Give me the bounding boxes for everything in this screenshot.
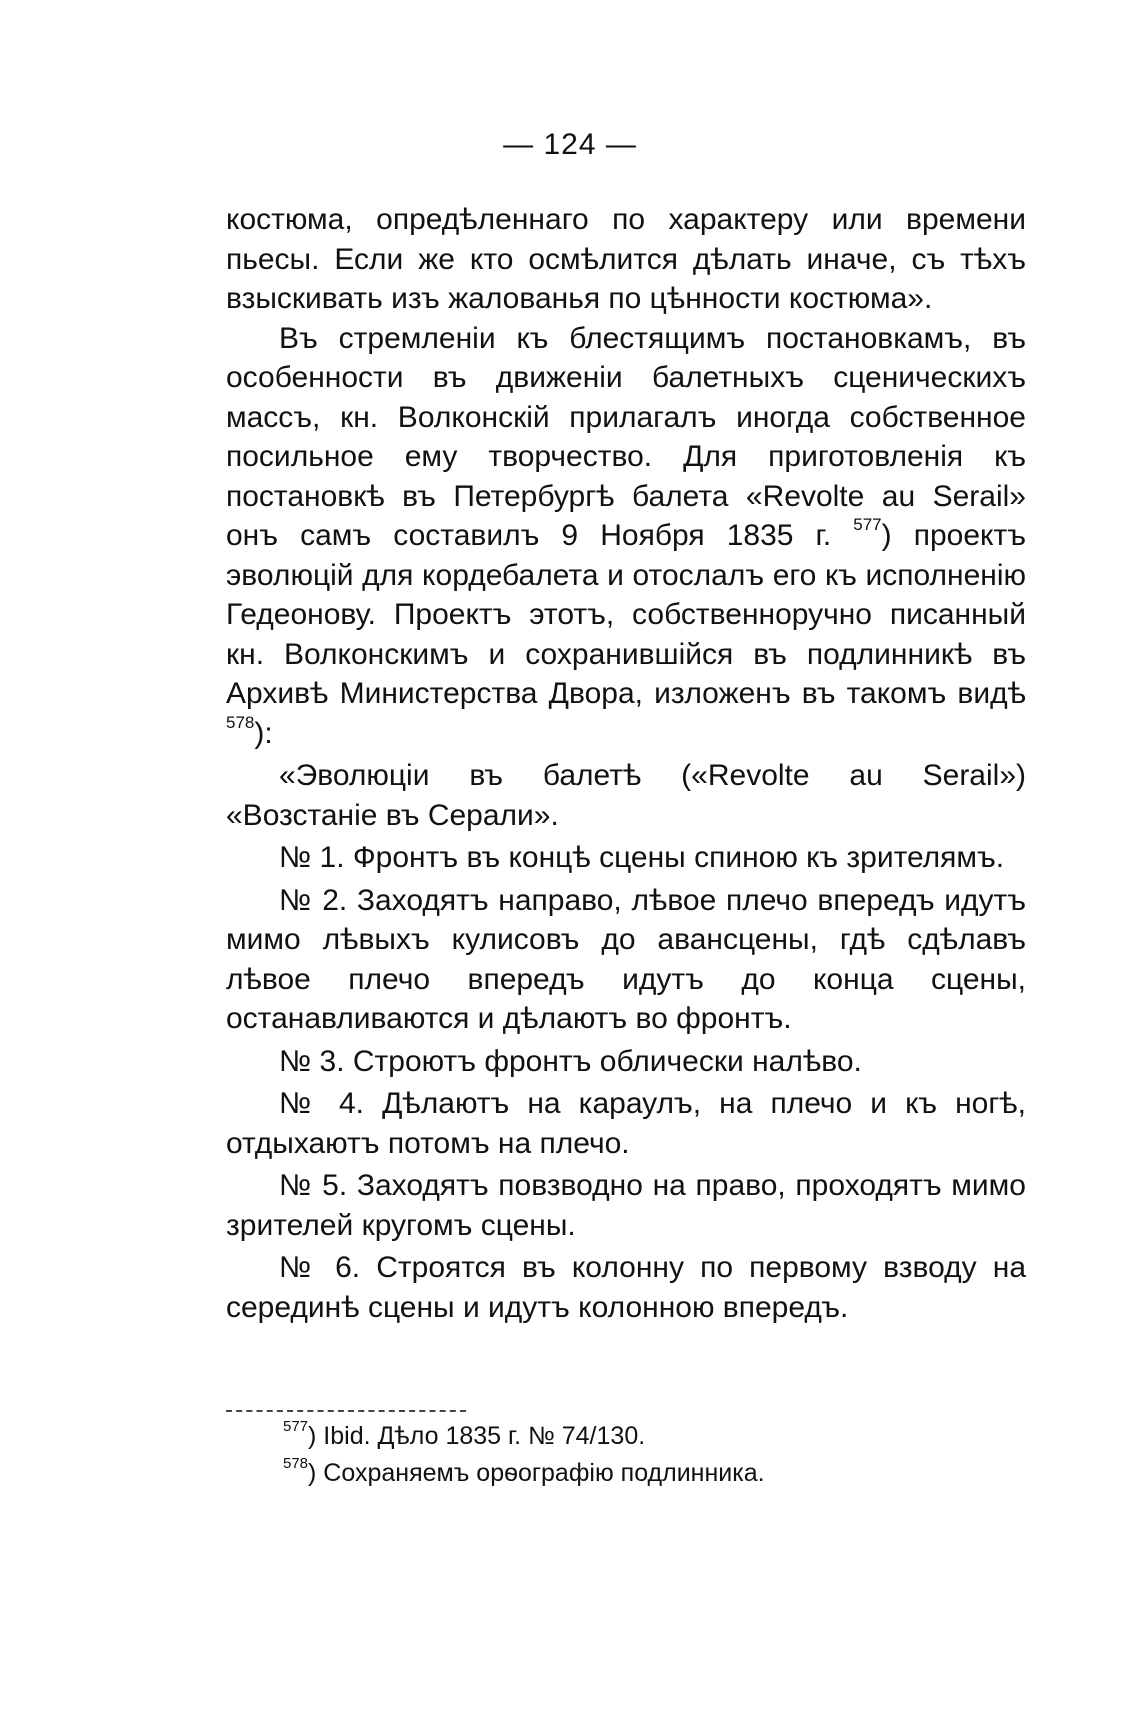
footnote-mark: 578	[283, 1454, 309, 1472]
paragraph-volkonsky-part2: ) проектъ эволюцій для кордебалета и отослалъ его къ исполненію Гедеонову. Проектъ этотъ, собственноручно писанный кн. Волконскимъ и сохранившійся въ подлинникѣ въ Архивѣ Министерства Двора, изложенъ въ такомъ видѣ	[226, 519, 1026, 710]
footnotes	[283, 1418, 1023, 1492]
paragraph-no2: № 2. Заходятъ направо, лѣвое плечо впередъ идутъ мимо лѣвыхъ кулисовъ до авансцены, гдѣ сдѣлавъ лѣвое плечо впередъ идутъ до конца сцены, останавливаются и дѣлаютъ во фронтъ.	[226, 883, 1026, 1035]
footnote-578	[283, 1455, 1023, 1492]
footnote-ref-578: 578	[226, 712, 255, 732]
paragraph-volkonsky	[226, 319, 1026, 754]
paragraph-no1: № 1. Фронтъ въ концѣ сцены спиною къ зрителямъ.	[279, 841, 1005, 874]
footnote-577	[283, 1418, 1023, 1455]
footnote-text: ) Ibid. Дѣло 1835 г. № 74/130.	[308, 1422, 646, 1450]
main-text	[226, 200, 1026, 1327]
paragraph-no6: № 6. Строятся въ колонну по первому взводу на серединѣ сцены и идутъ колонною впередъ.	[226, 1251, 1026, 1324]
footnote-ref-577: 577	[853, 515, 882, 534]
paragraph-no4: № 4. Дѣлаютъ на караулъ, на плечо и къ ногѣ, отдыхаютъ потомъ на плечо.	[226, 1087, 1026, 1160]
paragraph-no5: № 5. Заходятъ повзводно на право, проходятъ мимо зрителей кругомъ сцены.	[226, 1169, 1026, 1242]
paragraph-no3: № 3. Строютъ фронтъ облически налѣво.	[279, 1044, 862, 1078]
page-number: — 124 —	[503, 128, 637, 161]
paragraph-costume: костюма, опредѣленнаго по характеру или времени пьесы. Если же кто осмѣлится дѣлать иначе, съ тѣхъ взыскивать изъ жалованья по цѣнности костюма».	[226, 203, 1026, 315]
footnote-mark: 577	[283, 1417, 309, 1435]
footnote-divider	[226, 1410, 466, 1412]
paragraph-volkonsky-part1: Въ стремленіи къ блестящимъ постановкамъ, въ особенности въ движеніи балетныхъ сценическихъ массъ, кн. Волконскій прилагалъ иногда собственное посильное ему творчество. Для приготовленія къ постановкѣ въ Петербургѣ балета «Revolte au Serail» онъ самъ составилъ 9 Ноября 1835 г.	[226, 321, 1026, 552]
paragraph-volkonsky-part3: ):	[254, 716, 273, 750]
footnote-text: ) Сохраняемъ орѳографію подлинника.	[308, 1459, 765, 1487]
paragraph-evolutions-title: «Эволюціи въ балетѣ («Revolte au Serail») «Возстаніе въ Серали».	[226, 759, 1026, 832]
